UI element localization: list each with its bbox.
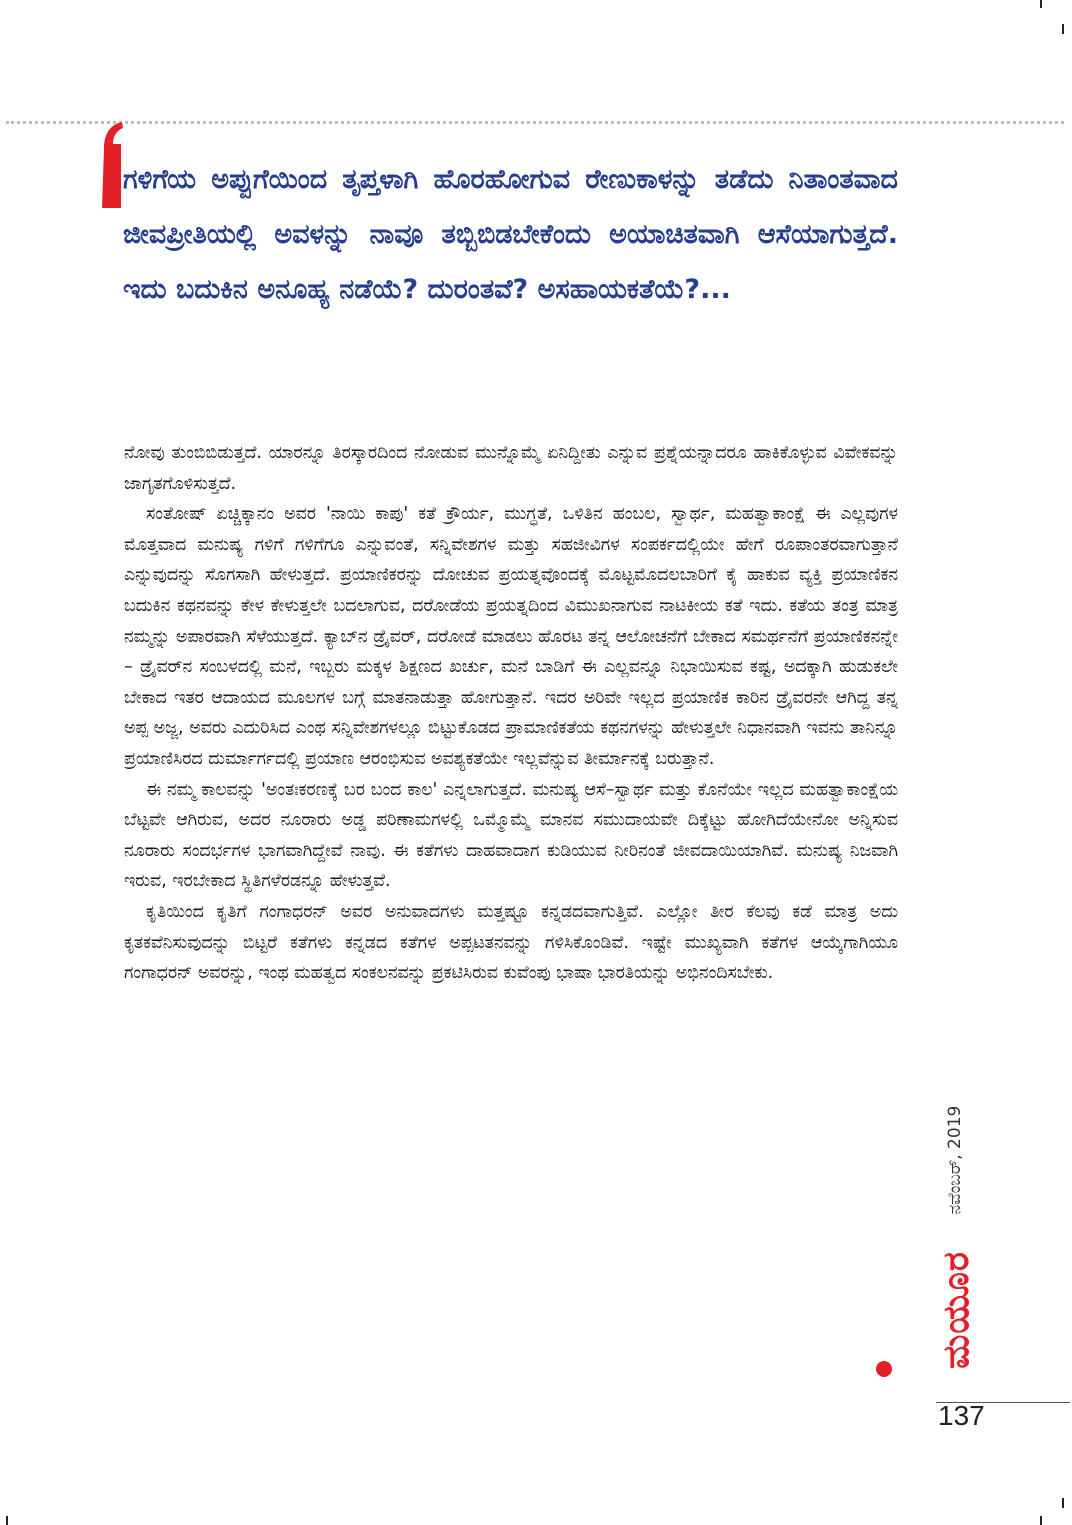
- pull-quote: ಗಳಿಗೆಯ ಅಪ್ಪುಗೆಯಿಂದ ತೃಪ್ತಳಾಗಿ ಹೊರಹೋಗುವ ರೇಣುಕಾಳನ್ನು ತಡೆದು ನಿತಾಂತವಾದ ಜೀವಪ್ರೀತಿಯಲ್ಲಿ ಅವಳನ್ನು ನಾವೂ ತಬ್ಬಿಬಿಡಬೇಕೆಂದು ಅಯಾಚಿತವಾಗಿ ಆಸೆಯಾಗುತ್ತದೆ. ಇದು ಬದುಕಿನ ಅನೂಹ್ಯ ನಡೆಯೆ? ದುರಂತವೆ? ಅಸಹಾಯಕತೆಯೆ?...: [123, 164, 898, 305]
- dotted-separator: [6, 121, 1064, 124]
- article-paragraph: ಈ ನಮ್ಮ ಕಾಲವನ್ನು 'ಅಂತಃಕರಣಕ್ಕೆ ಬರ ಬಂದ ಕಾಲ' ಎನ್ನಲಾಗುತ್ತದೆ. ಮನುಷ್ಯ ಆಸೆ–ಸ್ವಾರ್ಥ ಮತ್ತು ಕೊನೆಯೇ ಇಲ್ಲದ ಮಹತ್ವಾಕಾಂಕ್ಷೆಯ ಬೆಟ್ಟವೇ ಆಗಿರುವ, ಅದರ ನೂರಾರು ಅಡ್ಡ ಪರಿಣಾಮಗಳಲ್ಲಿ ಒಮ್ಮೊಮ್ಮೆ ಮಾನವ ಸಮುದಾಯವೇ ದಿಕ್ಕೆಟ್ಟು ಹೋಗಿದೆಯೇನೋ ಅನ್ನಿಸುವ ನೂರಾರು ಸಂದರ್ಭಗಳ ಭಾಗವಾಗಿದ್ದೇವೆ ನಾವು. ಈ ಕತೆಗಳು ದಾಹವಾದಾಗ ಕುಡಿಯುವ ನೀರಿನಂತೆ ಜೀವದಾಯಿಯಾಗಿವೆ. ಮನುಷ್ಯ ನಿಜವಾಗಿ ಇರುವ, ಇರಬೇಕಾದ ಸ್ಥಿತಿಗಳೆರಡನ್ನೂ ಹೇಳುತ್ತವೆ.: [124, 779, 898, 892]
- crop-mark-bottom-left: [6, 1516, 8, 1525]
- issue-date: ನವೆಂಬರ್, 2019: [945, 1105, 965, 1215]
- page-number: 137: [938, 1400, 985, 1431]
- article-paragraph: ನೋವು ತುಂಬಿಬಿಡುತ್ತದೆ. ಯಾರನ್ನೂ ತಿರಸ್ಕಾರದಿಂದ ನೋಡುವ ಮುನ್ನೊಮ್ಮೆ ಏನಿದ್ದೀತು ಎನ್ನುವ ಪ್ರಶ್ನೆಯನ್ನಾದರೂ ಹಾಕಿಕೊಳ್ಳುವ ವಿವೇಕವನ್ನು ಜಾಗೃತಗೊಳಿಸುತ್ತದೆ.: [124, 443, 898, 494]
- article-paragraph: ಸಂತೋಷ್ ಏಚ್ಚಿಕ್ಕಾನಂ ಅವರ 'ನಾಯಿ ಕಾಪು' ಕತೆ ಕ್ರೌರ್ಯ, ಮುಗ್ಧತೆ, ಒಳಿತಿನ ಹಂಬಲ, ಸ್ವಾರ್ಥ, ಮಹತ್ವಾಕಾಂಕ್ಷೆ ಈ ಎಲ್ಲವುಗಳ ಮೊತ್ತವಾದ ಮನುಷ್ಯ ಗಳಿಗೆ ಗಳಿಗೆಗೂ ಎನ್ನುವಂತೆ, ಸನ್ನಿವೇಶಗಳ ಮತ್ತು ಸಹಜೀವಿಗಳ ಸಂಪರ್ಕದಲ್ಲಿಯೇ ಹೇಗೆ ರೂಪಾಂತರವಾಗುತ್ತಾನೆ ಎನ್ನುವುದನ್ನು ಸೊಗಸಾಗಿ ಹೇಳುತ್ತದೆ. ಪ್ರಯಾಣಿಕರನ್ನು ದೋಚುವ ಪ್ರಯತ್ನವೊಂದಕ್ಕೆ ಮೊಟ್ಟಮೊದಲಬಾರಿಗೆ ಕೈ ಹಾಕುವ ವ್ಯಕ್ತಿ ಪ್ರಯಾಣಿಕನ ಬದುಕಿನ ಕಥನವನ್ನು ಕೇಳ ಕೇಳುತ್ತಲೇ ಬದಲಾಗುವ, ದರೋಡೆಯ ಪ್ರಯತ್ನದಿಂದ ವಿಮುಖನಾಗುವ ನಾಟಕೀಯ ಕತೆ ಇದು. ಕತೆಯ ತಂತ್ರ ಮಾತ್ರ ನಮ್ಮನ್ನು ಅಪಾರವಾಗಿ ಸೆಳೆಯುತ್ತದೆ. ಕ್ಯಾಬ್‌ನ ಡ್ರೈವರ್, ದರೋಡೆ ಮಾಡಲು ಹೊರಟ ತನ್ನ ಆಲೋಚನೆಗೆ ಬೇಕಾದ ಸಮರ್ಥನೆಗೆ ಪ್ರಯಾಣಿಕನನ್ನೇ – ಡ್ರೈವರ್‌ನ ಸಂಬಳದಲ್ಲಿ ಮನೆ, ಇಬ್ಬರು ಮಕ್ಕಳ ಶಿಕ್ಷಣದ ಖರ್ಚು, ಮನೆ ಬಾಡಿಗೆ ಈ ಎಲ್ಲವನ್ನೂ ನಿಭಾಯಿಸುವ ಕಷ್ಟ, ಅದಕ್ಕಾಗಿ ಹುಡುಕಲೇ ಬೇಕಾದ ಇತರ ಆದಾಯದ ಮೂಲಗಳ ಬಗ್ಗೆ ಮಾತನಾಡುತ್ತಾ ಹೋಗುತ್ತಾನೆ. ಇದರ ಅರಿವೇ ಇಲ್ಲದ ಪ್ರಯಾಣಿಕ ಕಾರಿನ ಡ್ರೈವರನೇ ಆಗಿದ್ದ ತನ್ನ ಅಪ್ಪ ಅಜ್ಜ, ಅವರು ಎದುರಿಸಿದ ಎಂಥ ಸನ್ನಿವೇಶಗಳಲ್ಲೂ ಬಿಟ್ಟುಕೊಡದ ಪ್ರಾಮಾಣಿಕತೆಯ ಕಥನಗಳನ್ನು ಹೇಳುತ್ತಲೇ ನಿಧಾನವಾಗಿ ಇವನು ತಾನಿನ್ನೂ ಪ್ರಯಾಣಿಸಿರದ ದುರ್ಮಾರ್ಗದಲ್ಲಿ ಪ್ರಯಾಣ ಆರಂಭಿಸುವ ಅವಶ್ಯಕತೆಯೇ ಇಲ್ಲವೆನ್ನುವ ತೀರ್ಮಾನಕ್ಕೆ ಬರುತ್ತಾನೆ.: [124, 504, 898, 769]
- magazine-title: ಮಯೂರ: [936, 1251, 977, 1369]
- crop-mark-bottom-right: [1040, 1516, 1042, 1525]
- end-mark-icon: [876, 1361, 892, 1377]
- article-body: [124, 438, 898, 989]
- crop-mark-right-upper: [1062, 24, 1064, 34]
- quote-mark-icon: [90, 120, 124, 210]
- article-paragraph: ಕೃತಿಯಿಂದ ಕೃತಿಗೆ ಗಂಗಾಧರನ್ ಅವರ ಅನುವಾದಗಳು ಮತ್ತಷ್ಟೂ ಕನ್ನಡದವಾಗುತ್ತಿವೆ. ಎಲ್ಲೋ ತೀರ ಕೆಲವು ಕಡೆ ಮಾತ್ರ ಅದು ಕೃತಕವೆನಿಸುವುದನ್ನು ಬಿಟ್ಟರೆ ಕತೆಗಳು ಕನ್ನಡದ ಕತೆಗಳ ಅಪ್ಪಟತನವನ್ನು ಗಳಿಸಿಕೊಂಡಿವೆ. ಇಷ್ಟೇ ಮುಖ್ಯವಾಗಿ ಕತೆಗಳ ಆಯ್ಕೆಗಾಗಿಯೂ ಗಂಗಾಧರನ್ ಅವರನ್ನು, ಇಂಥ ಮಹತ್ವದ ಸಂಕಲನವನ್ನು ಪ್ರಕಟಿಸಿರುವ ಕುವೆಂಪು ಭಾಷಾ ಭಾರತಿಯನ್ನು ಅಭಿನಂದಿಸಬೇಕು.: [124, 901, 898, 984]
- crop-mark-top-right: [1040, 0, 1042, 8]
- crop-mark-right-lower: [1062, 1498, 1064, 1508]
